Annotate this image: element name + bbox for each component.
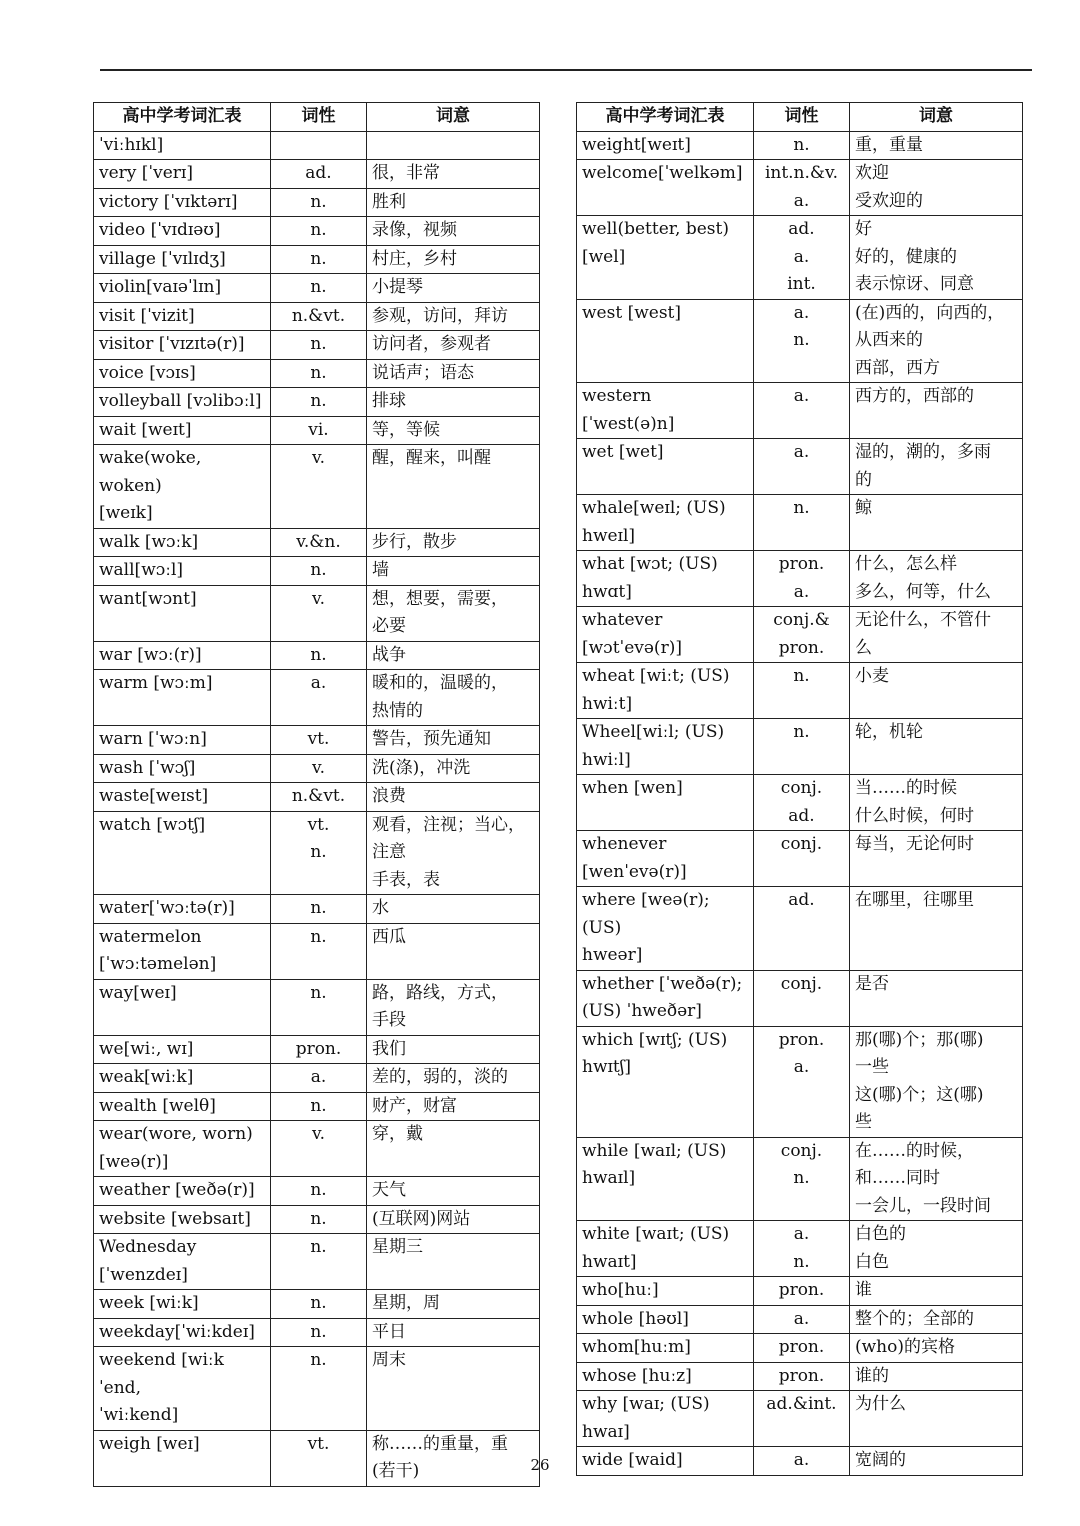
- header-word: 高中学考词汇表: [94, 103, 271, 132]
- meaning-cell: 很，非常: [367, 160, 540, 189]
- meaning-cell: 白色的 白色: [850, 1221, 1023, 1277]
- table-row: [577, 1362, 1023, 1391]
- meaning-cell: 在哪里，往哪里: [850, 887, 1023, 971]
- word-cell: war [wɔː(r)]: [94, 641, 271, 670]
- table-row: [94, 1347, 540, 1431]
- pos-cell: int.n.&v. a.: [754, 160, 850, 216]
- word-cell: video [ˈvɪdɪəʊ]: [94, 217, 271, 246]
- pos-cell: pron. a.: [754, 1026, 850, 1137]
- word-cell: whenever [wenˈevə(r)]: [577, 831, 754, 887]
- meaning-cell: 暖和的，温暖的， 热情的: [367, 670, 540, 726]
- word-cell: west [west]: [577, 299, 754, 383]
- table-row: [577, 663, 1023, 719]
- meaning-cell: 财产，财富: [367, 1092, 540, 1121]
- meaning-cell: 为什么: [850, 1391, 1023, 1447]
- header-pos: 词性: [271, 103, 367, 132]
- word-cell: where [weə(r); (US) hweər]: [577, 887, 754, 971]
- word-cell: violin[vaɪəˈlɪn]: [94, 274, 271, 303]
- meaning-cell: 平日: [367, 1318, 540, 1347]
- pos-cell: a.: [271, 1064, 367, 1093]
- pos-cell: ad. a. int.: [754, 216, 850, 300]
- meaning-cell: 差的，弱的，淡的: [367, 1064, 540, 1093]
- meaning-cell: (在)西的，向西的， 从西来的 西部，西方: [850, 299, 1023, 383]
- table-row: [94, 131, 540, 160]
- pos-cell: n.: [271, 1177, 367, 1206]
- table-row: [94, 528, 540, 557]
- word-cell: way[weɪ]: [94, 979, 271, 1035]
- word-cell: victory [ˈvɪktərɪ]: [94, 188, 271, 217]
- word-cell: what [wɔt; (US) hwɑt]: [577, 551, 754, 607]
- word-cell: wash [ˈwɔʃ]: [94, 754, 271, 783]
- word-cell: wait [weɪt]: [94, 416, 271, 445]
- table-body-right: [577, 131, 1023, 1475]
- word-cell: volleyball [vɔlibɔːl]: [94, 388, 271, 417]
- word-cell: whatever [wɔtˈevə(r)]: [577, 607, 754, 663]
- table-row: [94, 1092, 540, 1121]
- header-meaning: 词意: [367, 103, 540, 132]
- meaning-cell: 星期，周: [367, 1290, 540, 1319]
- meaning-cell: 无论什么，不管什 么: [850, 607, 1023, 663]
- table-row: [94, 1318, 540, 1347]
- word-cell: white [waɪt; (US) hwaɪt]: [577, 1221, 754, 1277]
- pos-cell: a. n.: [754, 299, 850, 383]
- table-row: [94, 217, 540, 246]
- pos-cell: n.: [271, 188, 367, 217]
- word-cell: western [ˈwest(ə)n]: [577, 383, 754, 439]
- table-row: [577, 216, 1023, 300]
- meaning-cell: 星期三: [367, 1234, 540, 1290]
- pos-cell: pron.: [271, 1035, 367, 1064]
- word-cell: whether [ˈweðə(r); (US) ˈhweðər]: [577, 970, 754, 1026]
- meaning-cell: 小提琴: [367, 274, 540, 303]
- word-cell: voice [vɔɪs]: [94, 359, 271, 388]
- pos-cell: ad.: [271, 160, 367, 189]
- pos-cell: ad.&int.: [754, 1391, 850, 1447]
- pos-cell: pron.: [754, 1362, 850, 1391]
- table-row: [94, 641, 540, 670]
- meaning-cell: 宽阔的: [850, 1447, 1023, 1476]
- meaning-cell: 湿的，潮的，多雨 的: [850, 439, 1023, 495]
- table-row: [94, 445, 540, 529]
- word-cell: week [wiːk]: [94, 1290, 271, 1319]
- word-cell: water[ˈwɔːtə(r)]: [94, 895, 271, 924]
- word-cell: watermelon [ˈwɔːtəmelən]: [94, 923, 271, 979]
- meaning-cell: 步行，散步: [367, 528, 540, 557]
- table-row: [577, 160, 1023, 216]
- table-row: [94, 274, 540, 303]
- meaning-cell: (who)的宾格: [850, 1334, 1023, 1363]
- meaning-cell: 路，路线，方式， 手段: [367, 979, 540, 1035]
- meaning-cell: 谁的: [850, 1362, 1023, 1391]
- meaning-cell: 当……的时候 什么时候，何时: [850, 775, 1023, 831]
- word-cell: visitor [ˈvɪzɪtə(r)]: [94, 331, 271, 360]
- pos-cell: n.: [754, 663, 850, 719]
- table-row: [94, 416, 540, 445]
- table-row: [94, 811, 540, 895]
- meaning-cell: 我们: [367, 1035, 540, 1064]
- word-cell: visit [ˈvizit]: [94, 302, 271, 331]
- pos-cell: v.: [271, 1121, 367, 1177]
- table-header-row: [94, 103, 540, 132]
- meaning-cell: 警告，预先通知: [367, 726, 540, 755]
- pos-cell: a.: [754, 1447, 850, 1476]
- pos-cell: vt. n.: [271, 811, 367, 895]
- meaning-cell: 称……的重量，重 (若干): [367, 1430, 540, 1486]
- table-row: [577, 299, 1023, 383]
- word-cell: weak[wiːk]: [94, 1064, 271, 1093]
- table-row: [94, 1121, 540, 1177]
- pos-cell: n.: [754, 131, 850, 160]
- table-row: [94, 388, 540, 417]
- meaning-cell: [367, 131, 540, 160]
- word-cell: well(better, best) [wel]: [577, 216, 754, 300]
- word-cell: warm [wɔːm]: [94, 670, 271, 726]
- word-cell: weigh [weɪ]: [94, 1430, 271, 1486]
- word-cell: warn [ˈwɔːn]: [94, 726, 271, 755]
- pos-cell: v.: [271, 585, 367, 641]
- table-row: [94, 923, 540, 979]
- meaning-cell: 穿，戴: [367, 1121, 540, 1177]
- meaning-cell: 录像，视频: [367, 217, 540, 246]
- meaning-cell: 重，重量: [850, 131, 1023, 160]
- word-cell: wheat [wiːt; (US) hwiːt]: [577, 663, 754, 719]
- table-row: [94, 160, 540, 189]
- pos-cell: a.: [754, 439, 850, 495]
- pos-cell: vt.: [271, 726, 367, 755]
- pos-cell: n.: [271, 1205, 367, 1234]
- word-cell: whose [huːz]: [577, 1362, 754, 1391]
- table-row: [577, 970, 1023, 1026]
- meaning-cell: 西瓜: [367, 923, 540, 979]
- table-row: [577, 1334, 1023, 1363]
- meaning-cell: 说话声；语态: [367, 359, 540, 388]
- table-row: [94, 557, 540, 586]
- pos-cell: n.: [271, 1092, 367, 1121]
- pos-cell: n.: [271, 245, 367, 274]
- table-header-row: [577, 103, 1023, 132]
- word-cell: website [websaɪt]: [94, 1205, 271, 1234]
- pos-cell: n.: [271, 895, 367, 924]
- meaning-cell: (互联网)网站: [367, 1205, 540, 1234]
- pos-cell: vt.: [271, 1430, 367, 1486]
- word-cell: Wednesday [ˈwenzdeɪ]: [94, 1234, 271, 1290]
- pos-cell: n.: [271, 557, 367, 586]
- meaning-cell: 观看，注视；当心， 注意 手表，表: [367, 811, 540, 895]
- meaning-cell: 西方的，西部的: [850, 383, 1023, 439]
- meaning-cell: 战争: [367, 641, 540, 670]
- table-row: [94, 359, 540, 388]
- table-row: [577, 1221, 1023, 1277]
- table-row: [577, 887, 1023, 971]
- meaning-cell: 胜利: [367, 188, 540, 217]
- meaning-cell: 洗(涤)，冲洗: [367, 754, 540, 783]
- meaning-cell: 欢迎 受欢迎的: [850, 160, 1023, 216]
- table-row: [577, 1391, 1023, 1447]
- table-row: [94, 585, 540, 641]
- pos-cell: n.: [271, 388, 367, 417]
- meaning-cell: 小麦: [850, 663, 1023, 719]
- pos-cell: n.: [271, 641, 367, 670]
- pos-cell: n.: [754, 495, 850, 551]
- pos-cell: n.: [271, 359, 367, 388]
- word-cell: weekday[ˈwiːkdeɪ]: [94, 1318, 271, 1347]
- meaning-cell: 醒，醒来，叫醒: [367, 445, 540, 529]
- word-cell: village [ˈvɪlɪdʒ]: [94, 245, 271, 274]
- pos-cell: n.: [754, 719, 850, 775]
- table-row: [577, 551, 1023, 607]
- pos-cell: vi.: [271, 416, 367, 445]
- meaning-cell: 水: [367, 895, 540, 924]
- table-row: [577, 1026, 1023, 1137]
- pos-cell: n.: [271, 274, 367, 303]
- table-row: [94, 302, 540, 331]
- pos-cell: conj.& pron.: [754, 607, 850, 663]
- vocab-table-left: [93, 102, 540, 1487]
- pos-cell: conj.: [754, 970, 850, 1026]
- word-cell: wealth [welθ]: [94, 1092, 271, 1121]
- word-cell: weekend [wiːkˈend, ˈwiːkend]: [94, 1347, 271, 1431]
- table-body-left: [94, 131, 540, 1486]
- meaning-cell: 周末: [367, 1347, 540, 1431]
- pos-cell: n.: [271, 1290, 367, 1319]
- table-row: [577, 719, 1023, 775]
- table-row: [94, 1177, 540, 1206]
- pos-cell: pron.: [754, 1334, 850, 1363]
- word-cell: while [waɪl; (US) hwaɪl]: [577, 1137, 754, 1221]
- pos-cell: a.: [754, 383, 850, 439]
- word-cell: we[wiː, wɪ]: [94, 1035, 271, 1064]
- meaning-cell: 谁: [850, 1277, 1023, 1306]
- meaning-cell: 想，想要，需要， 必要: [367, 585, 540, 641]
- header-meaning: 词意: [850, 103, 1023, 132]
- pos-cell: n.: [271, 923, 367, 979]
- pos-cell: v.&n.: [271, 528, 367, 557]
- word-cell: whale[weɪl; (US) hweɪl]: [577, 495, 754, 551]
- pos-cell: pron.: [754, 1277, 850, 1306]
- pos-cell: n.: [271, 1347, 367, 1431]
- meaning-cell: 访问者，参观者: [367, 331, 540, 360]
- word-cell: whole [həʊl]: [577, 1305, 754, 1334]
- word-cell: which [wɪtʃ; (US) hwɪtʃ]: [577, 1026, 754, 1137]
- word-cell: wet [wet]: [577, 439, 754, 495]
- word-cell: wake(woke, woken) [weɪk]: [94, 445, 271, 529]
- table-row: [577, 1305, 1023, 1334]
- table-row: [94, 1234, 540, 1290]
- table-row: [94, 670, 540, 726]
- meaning-cell: 鲸: [850, 495, 1023, 551]
- table-row: [577, 607, 1023, 663]
- table-row: [94, 1205, 540, 1234]
- table-row: [577, 131, 1023, 160]
- word-cell: who[huː]: [577, 1277, 754, 1306]
- table-row: [94, 783, 540, 812]
- meaning-cell: 浪费: [367, 783, 540, 812]
- header-pos: 词性: [754, 103, 850, 132]
- meaning-cell: 参观，访问，拜访: [367, 302, 540, 331]
- meaning-cell: 墙: [367, 557, 540, 586]
- pos-cell: n.: [271, 1318, 367, 1347]
- table-row: [94, 895, 540, 924]
- table-row: [577, 383, 1023, 439]
- table-row: [94, 726, 540, 755]
- word-cell: wide [waid]: [577, 1447, 754, 1476]
- word-cell: watch [wɔtʃ]: [94, 811, 271, 895]
- header-word: 高中学考词汇表: [577, 103, 754, 132]
- meaning-cell: 什么，怎么样 多么，何等，什么: [850, 551, 1023, 607]
- table-row: [577, 775, 1023, 831]
- pos-cell: conj.: [754, 831, 850, 887]
- table-row: [577, 831, 1023, 887]
- word-cell: very [ˈverɪ]: [94, 160, 271, 189]
- table-row: [94, 1035, 540, 1064]
- pos-cell: v.: [271, 445, 367, 529]
- word-cell: welcome[ˈwelkəm]: [577, 160, 754, 216]
- pos-cell: n.: [271, 331, 367, 360]
- word-cell: weather [weðə(r)]: [94, 1177, 271, 1206]
- pos-cell: [271, 131, 367, 160]
- table-row: [94, 188, 540, 217]
- meaning-cell: 整个的；全部的: [850, 1305, 1023, 1334]
- pos-cell: n.: [271, 1234, 367, 1290]
- table-row: [577, 439, 1023, 495]
- table-row: [94, 331, 540, 360]
- pos-cell: n.&vt.: [271, 783, 367, 812]
- header-rule: [100, 69, 1032, 71]
- pos-cell: conj. ad.: [754, 775, 850, 831]
- pos-cell: pron. a.: [754, 551, 850, 607]
- word-cell: wear(wore, worn) [weə(r)]: [94, 1121, 271, 1177]
- pos-cell: n.&vt.: [271, 302, 367, 331]
- table-row: [577, 495, 1023, 551]
- meaning-cell: 在……的时候， 和……同时 一会儿，一段时间: [850, 1137, 1023, 1221]
- word-cell: why [waɪ; (US) hwaɪ]: [577, 1391, 754, 1447]
- pos-cell: conj. n.: [754, 1137, 850, 1221]
- table-row: [94, 1290, 540, 1319]
- word-cell: wall[wɔːl]: [94, 557, 271, 586]
- pos-cell: a. n.: [754, 1221, 850, 1277]
- pos-cell: a.: [754, 1305, 850, 1334]
- meaning-cell: 天气: [367, 1177, 540, 1206]
- meaning-cell: 村庄，乡村: [367, 245, 540, 274]
- word-cell: want[wɔnt]: [94, 585, 271, 641]
- pos-cell: a.: [271, 670, 367, 726]
- vocab-table-right: [576, 102, 1023, 1476]
- pos-cell: v.: [271, 754, 367, 783]
- table-row: [94, 1064, 540, 1093]
- meaning-cell: 每当，无论何时: [850, 831, 1023, 887]
- table-row: [94, 979, 540, 1035]
- table-row: [577, 1277, 1023, 1306]
- pos-cell: n.: [271, 217, 367, 246]
- word-cell: Wheel[wiːl; (US) hwiːl]: [577, 719, 754, 775]
- word-cell: ˈviːhɪkl]: [94, 131, 271, 160]
- table-row: [94, 754, 540, 783]
- table-row: [577, 1137, 1023, 1221]
- pos-cell: ad.: [754, 887, 850, 971]
- meaning-cell: 是否: [850, 970, 1023, 1026]
- word-cell: walk [wɔːk]: [94, 528, 271, 557]
- meaning-cell: 等，等候: [367, 416, 540, 445]
- pos-cell: n.: [271, 979, 367, 1035]
- meaning-cell: 那(哪)个；那(哪) 一些 这(哪)个；这(哪) 些: [850, 1026, 1023, 1137]
- word-cell: whom[huːm]: [577, 1334, 754, 1363]
- table-row: [94, 245, 540, 274]
- meaning-cell: 好 好的，健康的 表示惊讶、同意: [850, 216, 1023, 300]
- word-cell: when [wen]: [577, 775, 754, 831]
- page-number: 26: [530, 1456, 550, 1474]
- word-cell: waste[weɪst]: [94, 783, 271, 812]
- meaning-cell: 排球: [367, 388, 540, 417]
- meaning-cell: 轮，机轮: [850, 719, 1023, 775]
- word-cell: weight[weɪt]: [577, 131, 754, 160]
